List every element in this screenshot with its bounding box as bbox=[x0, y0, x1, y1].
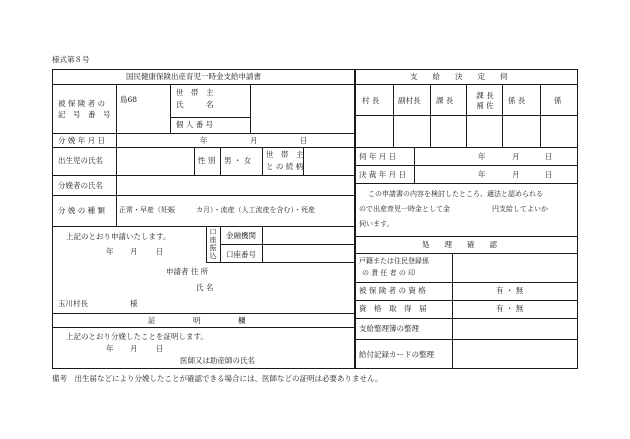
baby-name-label: 出生児の氏名 bbox=[58, 156, 103, 165]
inquiry-year: 年 bbox=[478, 152, 486, 161]
relation-label-line1: 世 帯 主 bbox=[266, 150, 304, 159]
birth-date-year: 年 bbox=[200, 136, 208, 145]
form-number: 様式第８号 bbox=[52, 55, 90, 64]
decision-header: 支 給 決 定 伺 bbox=[410, 72, 508, 81]
relation-label-line2: と の 続 柄 bbox=[266, 162, 304, 171]
inquiry-day: 日 bbox=[545, 152, 553, 161]
approver-mayor: 村 長 bbox=[362, 96, 380, 105]
insured-label-line2: 記 号 番 号 bbox=[58, 110, 111, 119]
residence-label-line2: の 責 任 者 の 印 bbox=[362, 269, 416, 277]
inquiry-date-label: 伺 年 月 日 bbox=[359, 152, 397, 161]
processing-header: 処 理 確 認 bbox=[422, 240, 497, 249]
apply-month: 月 bbox=[130, 247, 138, 256]
decision-year: 年 bbox=[478, 170, 486, 179]
decision-month: 月 bbox=[512, 170, 520, 179]
certificate-header: 証 明 欄 bbox=[148, 316, 246, 325]
applicant-address-label: 申請者 住 所 bbox=[166, 267, 209, 276]
ledger-label: 支給整理簿の整理 bbox=[359, 324, 419, 333]
approver-subsection-chief: 係 長 bbox=[508, 96, 526, 105]
acquisition-yes-no[interactable]: 有 ・ 無 bbox=[496, 304, 524, 313]
doctor-label: 医師又は助産師の氏名 bbox=[180, 356, 255, 365]
decision-date-label: 決 裁 年 月 日 bbox=[359, 170, 407, 179]
approver-deputy-mayor: 副村長 bbox=[398, 96, 421, 105]
review-line-1: この申請書の内容を検討したところ、適法と認められる bbox=[368, 190, 543, 198]
birth-date-month: 月 bbox=[250, 136, 258, 145]
footnote: 備考 出生届などにより分娩したことが確認できる場合には、医師などの証明は必要ありません。 bbox=[52, 374, 383, 383]
review-line-3: 伺います。 bbox=[359, 220, 394, 228]
form-title: 国民健康保険出産育児一時金支給申請書 bbox=[126, 72, 261, 81]
apply-statement: 上記のとおり申請いたします。 bbox=[66, 232, 171, 241]
apply-year: 年 bbox=[106, 247, 114, 256]
mother-name-label: 分娩者の氏名 bbox=[58, 181, 103, 190]
acquisition-label: 資 格 取 得 届 bbox=[359, 304, 427, 313]
certify-month: 月 bbox=[130, 344, 138, 353]
bank-label: 金融機関 bbox=[226, 231, 256, 240]
apply-day: 日 bbox=[156, 247, 164, 256]
birth-date-label: 分 娩 年 月 日 bbox=[58, 136, 106, 145]
certify-statement: 上記のとおり分娩したことを証明します。 bbox=[66, 332, 208, 341]
birth-date-day: 日 bbox=[300, 136, 308, 145]
certify-year: 年 bbox=[106, 344, 114, 353]
delivery-type-label: 分 娩 の 種 類 bbox=[58, 206, 106, 215]
account-label: 口座番号 bbox=[226, 250, 256, 259]
certify-day: 日 bbox=[156, 344, 164, 353]
decision-day: 日 bbox=[545, 170, 553, 179]
applicant-name-label: 氏 名 bbox=[196, 283, 214, 292]
approver-staff: 係 bbox=[554, 96, 562, 105]
sex-label: 性 別 bbox=[198, 156, 216, 165]
personal-number-label: 個 人 番 号 bbox=[176, 120, 214, 129]
qualification-label: 被 保 険 者 の 資 格 bbox=[359, 286, 426, 295]
transfer-label: 口座振込 bbox=[209, 228, 217, 260]
household-head-label-line1: 世 帯 主 bbox=[176, 88, 214, 97]
residence-label-line1: 戸籍または住民登録係 bbox=[359, 257, 429, 265]
mayor-honorific: 様 bbox=[130, 299, 138, 308]
qualification-yes-no[interactable]: 有 ・ 無 bbox=[496, 286, 524, 295]
mayor-label: 玉川村長 bbox=[58, 299, 88, 308]
delivery-type-options[interactable]: 正常・早産（妊娠 カ月）・流産（人工流産を含む）・死産 bbox=[119, 206, 315, 214]
approver-section-chief: 課 長 bbox=[436, 96, 454, 105]
sex-options[interactable]: 男 ・ 女 bbox=[224, 156, 252, 165]
review-line-2: ので出産育児一時金として金 円支給してよいか bbox=[359, 205, 548, 213]
card-label: 給付記録カードの整理 bbox=[359, 350, 434, 359]
household-head-label-line2: 氏 名 bbox=[176, 100, 214, 109]
inquiry-month: 月 bbox=[512, 152, 520, 161]
insured-label-line1: 被 保 険 者 の bbox=[58, 99, 106, 108]
island-code: 島68 bbox=[120, 95, 138, 104]
approver-assistant-chief: 課 長 補 佐 bbox=[476, 91, 494, 110]
